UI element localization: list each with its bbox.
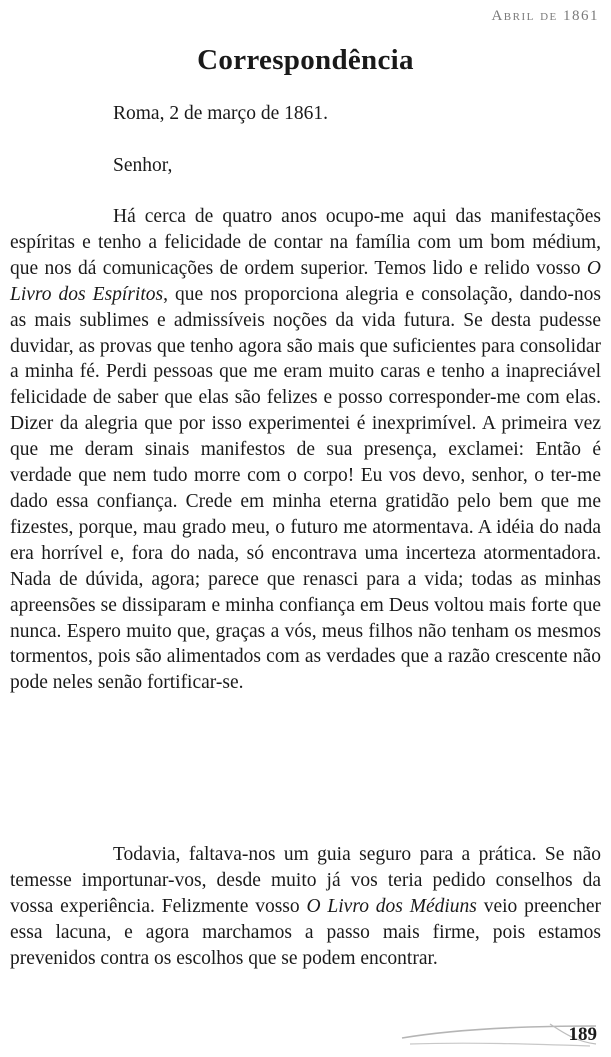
paragraph-1-text-b: , que nos proporciona alegria e consolação, dando-nos as mais sublimes e admissíveis noções da vida futura. Se desta pudesse duvidar, as provas que tenho agora são mais que suficientes para consolidar a minha fé. Perdi pessoas que me eram muito caras e tenho a inapreciável felicidade de saber que elas são felizes e posso corresponder-me com elas. Dizer da alegria que por isso experimentei é inexprimível. A primeira vez que me deram sinais manifestos de sua presença, exclamei: Então é verdade que nem tudo morre com o corpo! Eu vos devo, senhor, o ter-me dado essa confiança. Crede em minha eterna gratidão pelo bem que me fizestes, porque, mau grado meu, o futuro me atormentava. A idéia do nada era horrível e, fora do nada, só encontrava uma incerteza atormentadora. Nada de dúvida, agora; parece que renasci para a vida; todas as minhas apreensões se dissiparam e minha confiança em Deus voltou mais forte que nunca. Espero muito que, graças a vós, meus filhos não tenham os mesmos tormentos, pois são alimentados com as verdades que a razão crescente não pode neles senão fortificar-se. [10, 283, 601, 694]
paragraph-2-text-b: veio preencher essa lacuna, e agora marchamos a passo mais firme, pois estamos prevenidos contra os escolhos que se podem encontrar. [10, 895, 602, 969]
paragraph-1-text-a: Há cerca de quatro anos ocupo-me aqui das manifestações espíritas e tenho a felicidade de contar na família com um bom médium, que nos dá comunicações de ordem superior. Temos lido e relido vosso [10, 206, 601, 279]
page-number: 189 [568, 1024, 597, 1045]
paragraph-1 [10, 204, 601, 696]
article-title: Correspondência [197, 44, 414, 76]
paragraph-2 [10, 842, 601, 972]
book-title-mediuns: O Livro dos Médiuns [306, 895, 477, 917]
letter-dateline: Roma, 2 de março de 1861. [113, 103, 328, 124]
letter-salutation: Senhor, [113, 155, 173, 176]
running-header: Abril de 1861 [491, 8, 599, 24]
book-title-espiritos: O Livro dos Espíritos [10, 257, 601, 305]
paragraph-2-text-a: Todavia, faltava-nos um guia seguro para a prática. Se não temesse importunar-vos, desde muito já vos teria pedido conselhos da vossa experiência. Felizmente vosso [10, 844, 601, 917]
